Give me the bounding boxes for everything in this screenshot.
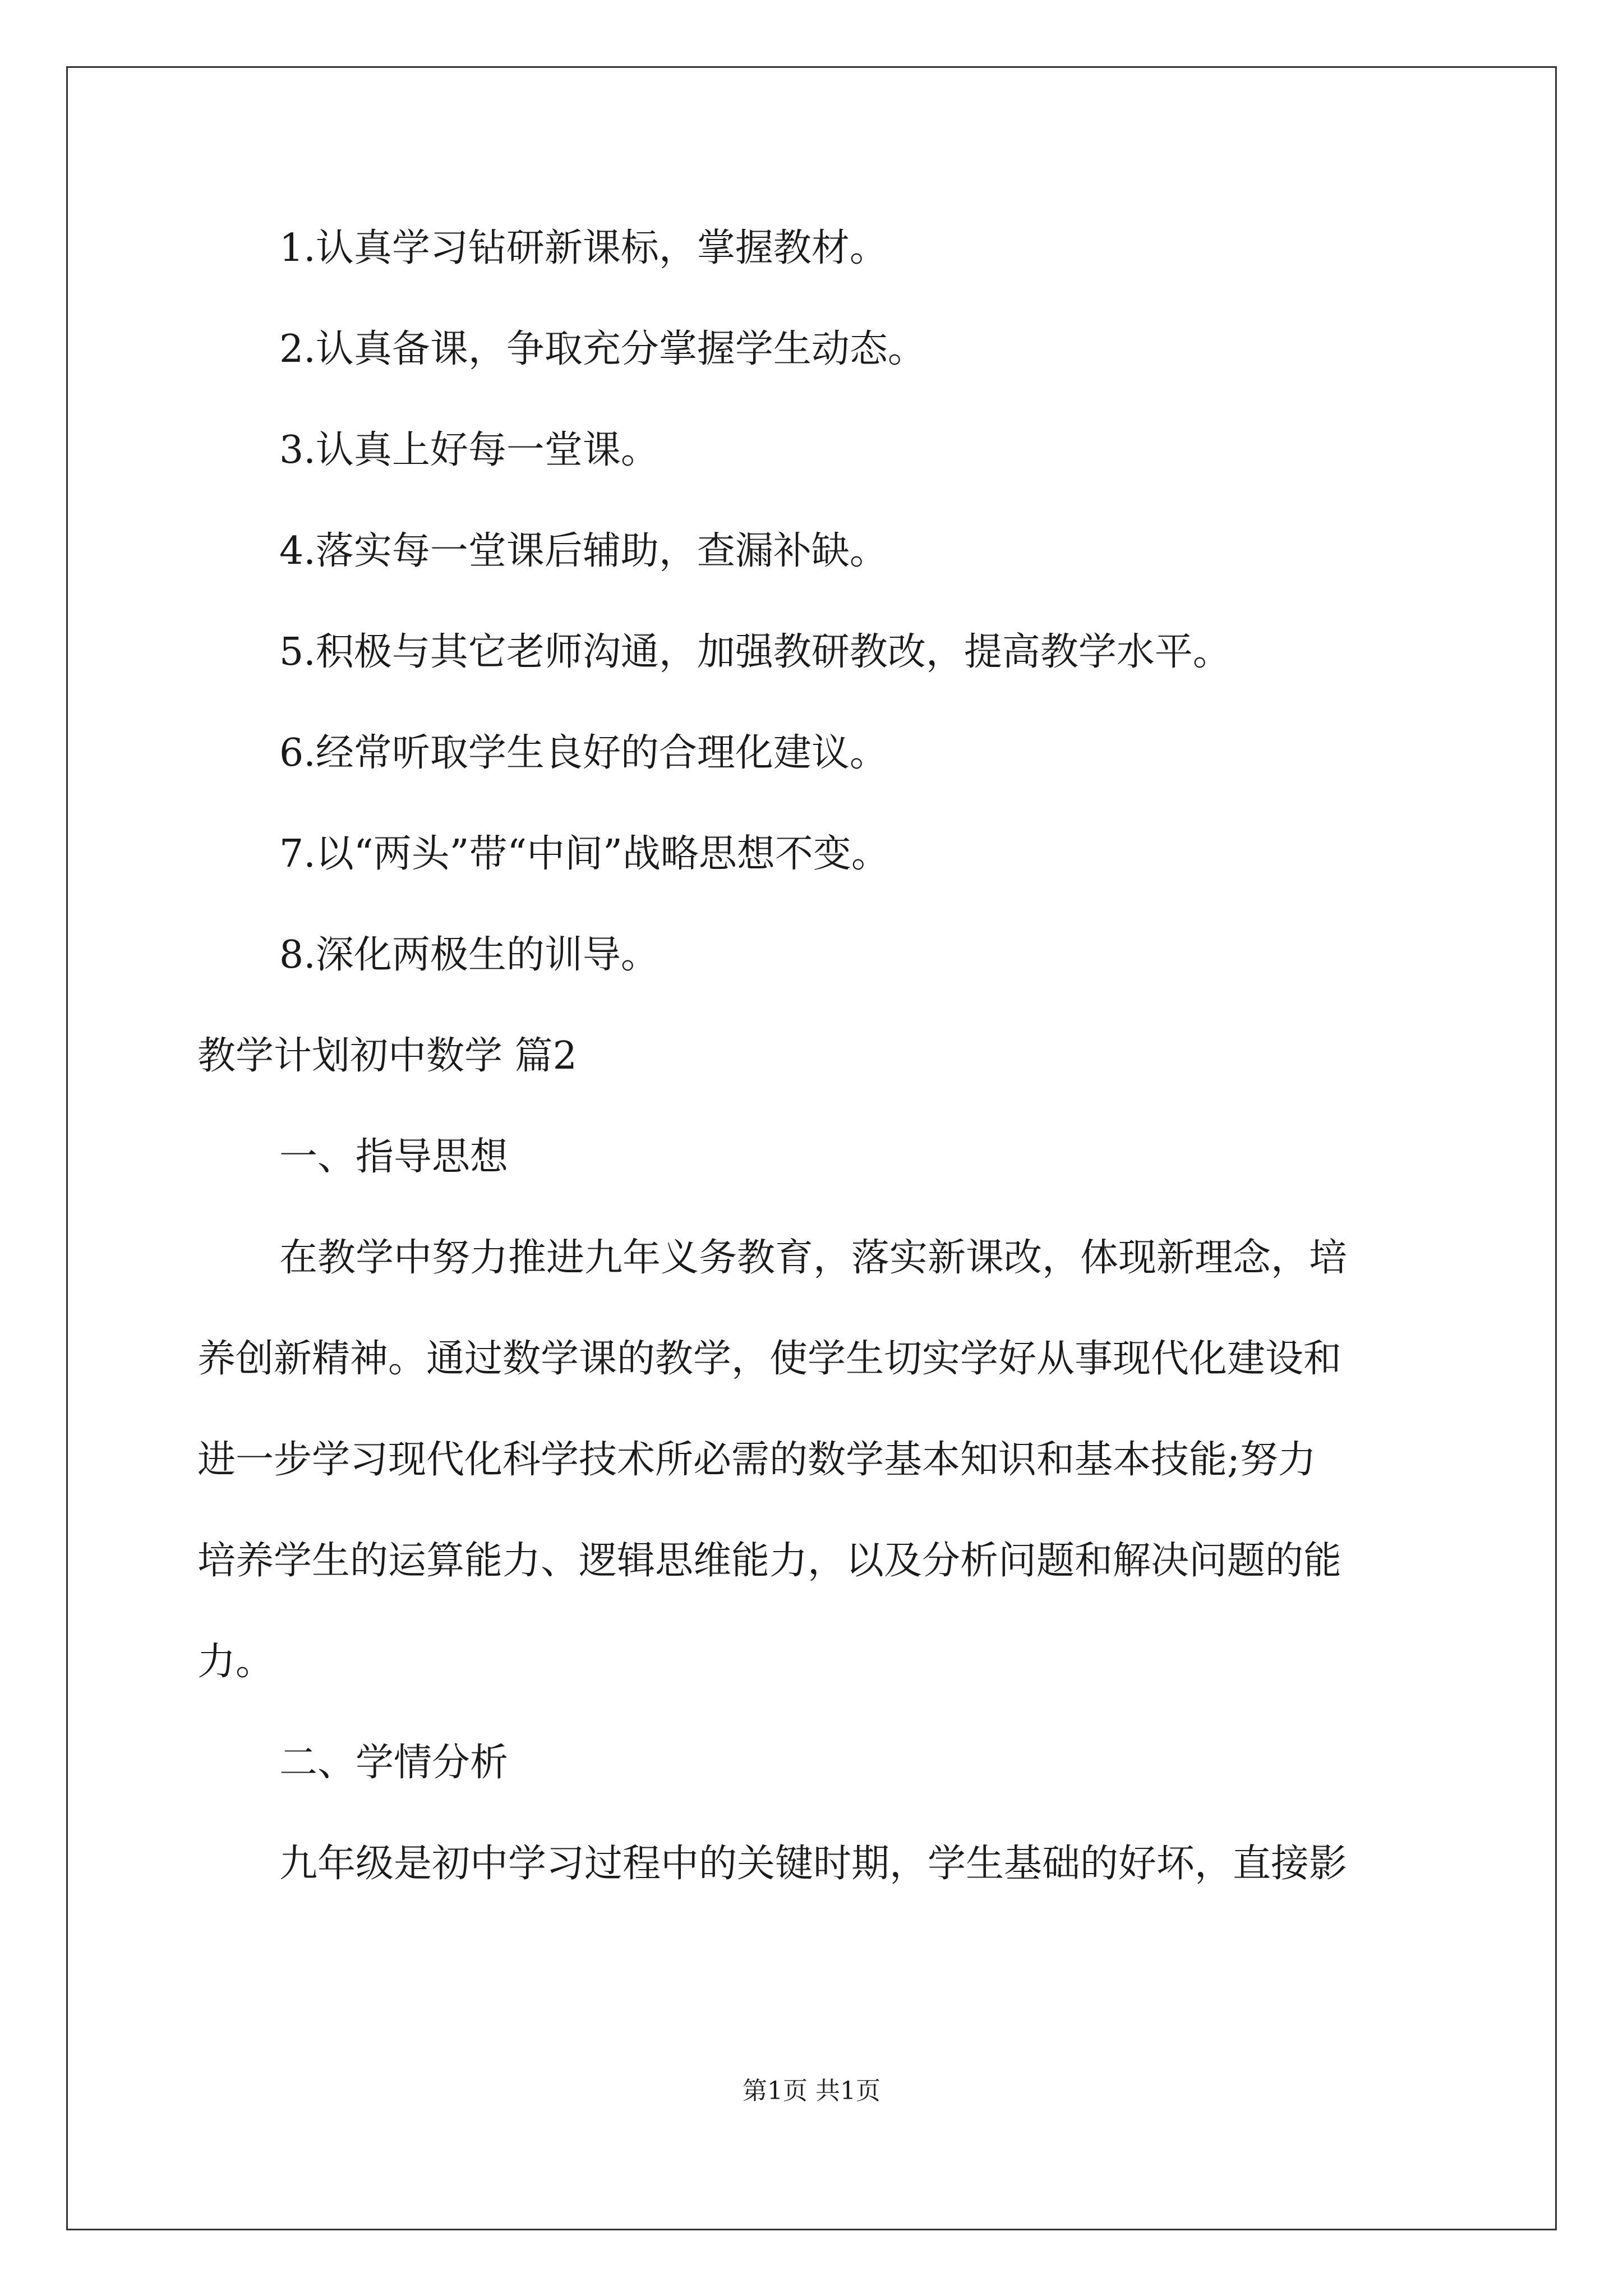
list-item-1: 1.认真学习钻研新课标，掌握教材。 bbox=[279, 226, 888, 270]
list-item-2: 2.认真备课，争取充分掌握学生动态。 bbox=[279, 327, 926, 371]
subheading-guiding-idea: 一、指导思想 bbox=[279, 1135, 509, 1179]
subheading-student-analysis: 二、学情分析 bbox=[279, 1741, 509, 1785]
list-item-7: 7.以“两头”带“中间”战略思想不变。 bbox=[279, 832, 889, 876]
section-heading: 教学计划初中数学 篇2 bbox=[197, 1034, 577, 1078]
paragraph-line: 培养学生的运算能力、逻辑思维能力，以及分析问题和解决问题的能 bbox=[197, 1539, 1342, 1583]
paragraph-line: 进一步学习现代化科学技术所必需的数学基本知识和基本技能;努力 bbox=[197, 1438, 1316, 1482]
paragraph-line: 力。 bbox=[197, 1640, 274, 1684]
paragraph-line: 在教学中努力推进九年义务教育，落实新课改，体现新理念，培 bbox=[279, 1236, 1348, 1280]
paragraph-line: 养创新精神。通过数学课的教学，使学生切实学好从事现代化建设和 bbox=[197, 1337, 1342, 1381]
paragraph-line: 九年级是初中学习过程中的关键时期，学生基础的好坏，直接影 bbox=[279, 1842, 1348, 1886]
list-item-6: 6.经常听取学生良好的合理化建议。 bbox=[279, 731, 888, 775]
list-item-3: 3.认真上好每一堂课。 bbox=[279, 428, 659, 472]
page-footer: 第1页 共1页 bbox=[743, 2077, 880, 2105]
list-item-5: 5.积极与其它老师沟通，加强教研教改，提高教学水平。 bbox=[279, 630, 1231, 674]
list-item-8: 8.深化两极生的训导。 bbox=[279, 933, 659, 977]
list-item-4: 4.落实每一堂课后辅助，查漏补缺。 bbox=[279, 529, 888, 573]
